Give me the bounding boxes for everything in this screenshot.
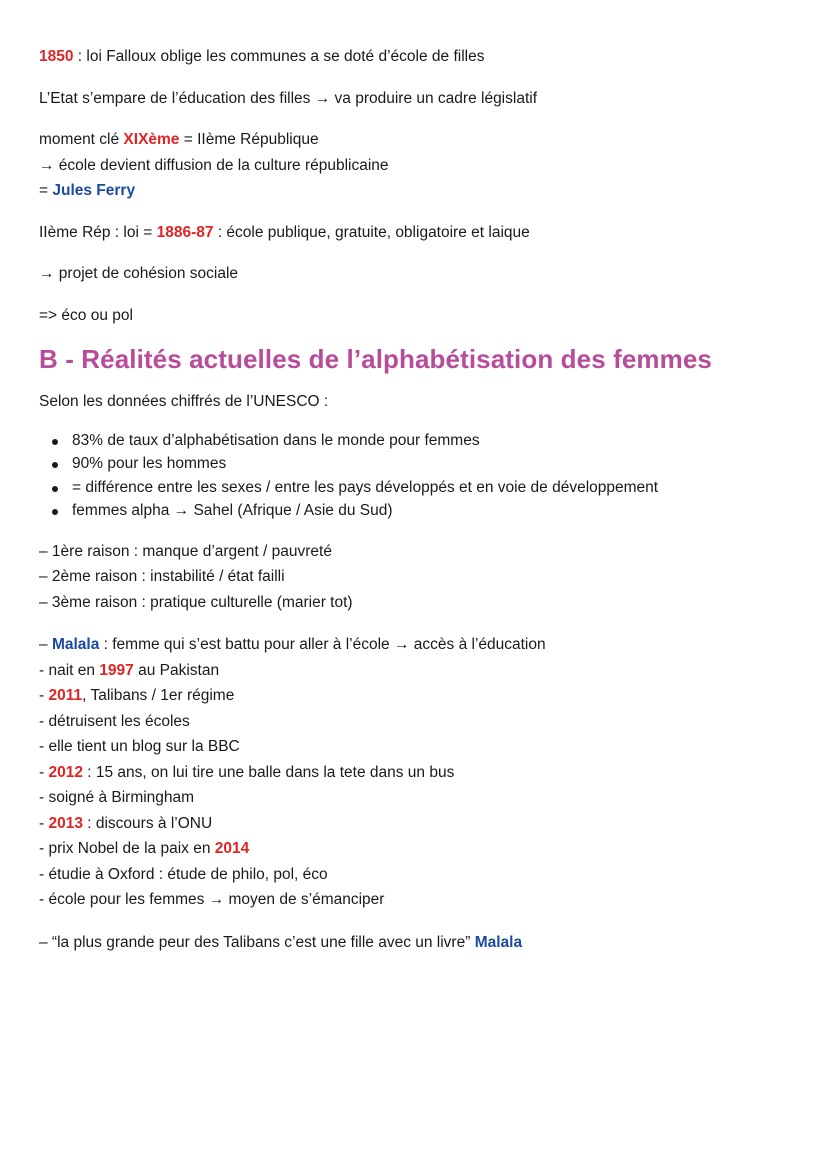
year-2014: 2014 — [214, 840, 250, 857]
ferry-line — [39, 178, 799, 204]
reason-2: – 2ème raison : instabilité / état failli — [39, 568, 285, 585]
dash: - — [39, 814, 49, 832]
malala-intro-text: : femme qui s’est battu pour aller à l’école → accès à l’éducation — [99, 636, 546, 653]
list-item: 90% pour les hommes — [39, 452, 799, 476]
jules-ferry: Jules Ferry — [52, 182, 136, 199]
year-2011: 2011 — [48, 687, 83, 704]
malala-2012 — [39, 760, 799, 786]
malala-2013 — [39, 811, 799, 837]
malala-ecole: - école pour les femmes → moyen de s’émanciper — [39, 891, 385, 908]
dash: – — [39, 636, 52, 653]
list-item: = différence entre les sexes / entre les pays développés et en voie de développement — [39, 476, 799, 500]
malala-schools: - détruisent les écoles — [39, 712, 190, 730]
malala-birmingham: - soigné à Birmingham — [39, 789, 195, 806]
document-page — [39, 44, 799, 955]
unesco-bullets — [39, 429, 799, 523]
malala-name: Malala — [51, 636, 100, 653]
born-suffix: au Pakistan — [133, 661, 220, 679]
malala-quote — [39, 930, 799, 956]
list-item: femmes alpha → Sahel (Afrique / Asie du Sud) — [39, 499, 799, 523]
reason-1: – 1ère raison : manque d’argent / pauvreté — [39, 542, 332, 560]
malala-intro — [39, 632, 799, 658]
falloux-line — [39, 44, 799, 70]
year-1997: 1997 — [99, 661, 134, 679]
diffusion-line: → école devient diffusion de la culture républicaine — [39, 156, 389, 174]
malala-2011 — [39, 683, 799, 709]
malala-blog: - elle tient un blog sur la BBC — [39, 738, 240, 755]
list-item: 83% de taux d’alphabétisation dans le monde pour femmes — [39, 429, 799, 453]
year-1850: 1850 — [39, 48, 74, 65]
born-prefix: - nait en — [39, 661, 100, 679]
reason-3: – 3ème raison : pratique culturelle (marier tot) — [39, 593, 353, 611]
moment-line — [39, 127, 799, 153]
loi-suffix: : école publique, gratuite, obligatoire et laique — [213, 223, 530, 241]
unesco-intro: Selon les données chiffrés de l’UNESCO : — [39, 393, 329, 410]
etat-line: L’Etat s’empare de l’éducation des filles → va produire un cadre législatif — [39, 89, 537, 107]
moment-prefix: moment clé — [39, 131, 124, 148]
malala-born — [39, 658, 799, 684]
malala-oxford: - étudie à Oxford : étude de philo, pol, éco — [39, 865, 328, 883]
ferry-prefix: = — [39, 182, 53, 199]
y2011-text: , Talibans / 1er régime — [82, 687, 235, 704]
moment-suffix: = IIème République — [179, 131, 319, 148]
y2012-text: : 15 ans, on lui tire une balle dans la tete dans un bus — [82, 763, 455, 781]
year-2012: 2012 — [48, 763, 83, 781]
projet-line: → projet de cohésion sociale — [39, 265, 239, 282]
dash: - — [39, 687, 49, 704]
loi-prefix: IIème Rép : loi = — [39, 223, 157, 241]
eco-line: => éco ou pol — [39, 306, 133, 324]
loi-line — [39, 220, 799, 246]
y2013-text: : discours à l’ONU — [82, 814, 213, 832]
section-b-heading: B - Réalités actuelles de l’alphabétisation des femmes — [39, 344, 712, 374]
year-2013: 2013 — [48, 814, 83, 832]
quote-text: – “la plus grande peur des Talibans c’est une fille avec un livre” — [39, 933, 475, 951]
nobel-prefix: - prix Nobel de la paix en — [39, 840, 215, 857]
years-1886-87: 1886-87 — [156, 223, 214, 241]
malala-nobel — [39, 836, 799, 862]
quote-author: Malala — [474, 933, 523, 951]
falloux-text: : loi Falloux oblige les communes a se doté d’école de filles — [73, 48, 485, 65]
century-xix: XIXème — [123, 131, 180, 148]
dash: - — [39, 763, 49, 781]
